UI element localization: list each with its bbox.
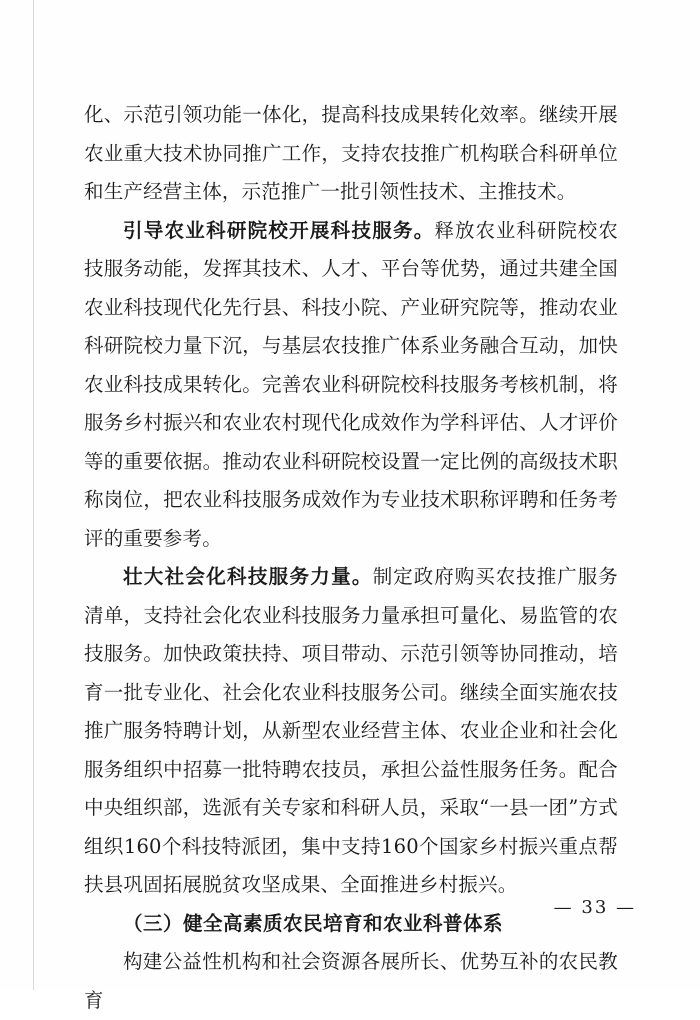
page-margin-rule — [33, 0, 34, 990]
paragraph-body-2: 释放农业科研院校农技服务动能，发挥其技术、人才、平台等优势，通过共建全国农业科技现代化先行县、科技小院、产业研究院等，推动农业科研院校力量下沉，与基层农技推广体系业务融合互动，加快农业科技成果转化。完善农业科研院校科技服务考核机制，将服务乡村振兴和农业农村现代化成效作为学科评估、人才评价等的重要依据。推动农业科研院校设置一定比例的高级技术职称岗位，把农业科技服务成效作为专业技术职称评聘和任务考评的重要参考。 — [84, 218, 618, 550]
paragraph-continued: 化、示范引领功能一体化，提高科技成果转化效率。继续开展农业重大技术协同推广工作，支持农技推广机构联合科研单位和生产经营主体，示范推广一批引领性技术、主推技术。 — [84, 103, 618, 203]
paragraph-body-3: 制定政府购买农技推广服务清单，支持社会化农业科技服务力量承担可量化、易监管的农技服务。加快政策扶持、项目带动、示范引领等协同推动，培育一批专业化、社会化农业科技服务公司。继续全面实施农技推广服务特聘计划，从新型农业经营主体、农业企业和社会化服务组织中招募一批特聘农技员，承担公益性服务任务。配合中央组织部，选派有关专家和科研人员，采取“一县一团”方式组织160个科技特派团，集中支持160个国家乡村振兴重点帮扶县巩固拓展脱贫攻坚成果、全面推进乡村振兴。 — [84, 565, 618, 896]
paragraph-farmer-education: 构建公益性机构和社会资源各展所长、优势互补的农民教育 — [84, 950, 618, 1012]
page-body-text — [84, 96, 618, 1020]
page-number: — 33 — — [553, 897, 636, 918]
paragraph-lead-in-3: 壮大社会化科技服务力量。 — [123, 565, 373, 588]
paragraph-lead-in-2: 引导农业科研院校开展科技服务。 — [123, 218, 435, 242]
paragraph-socialized-service-force — [84, 558, 618, 905]
section-heading: （三）健全高素质农民培育和农业科普体系 — [123, 911, 504, 935]
paragraph-agricultural-research-institutions — [84, 212, 618, 559]
